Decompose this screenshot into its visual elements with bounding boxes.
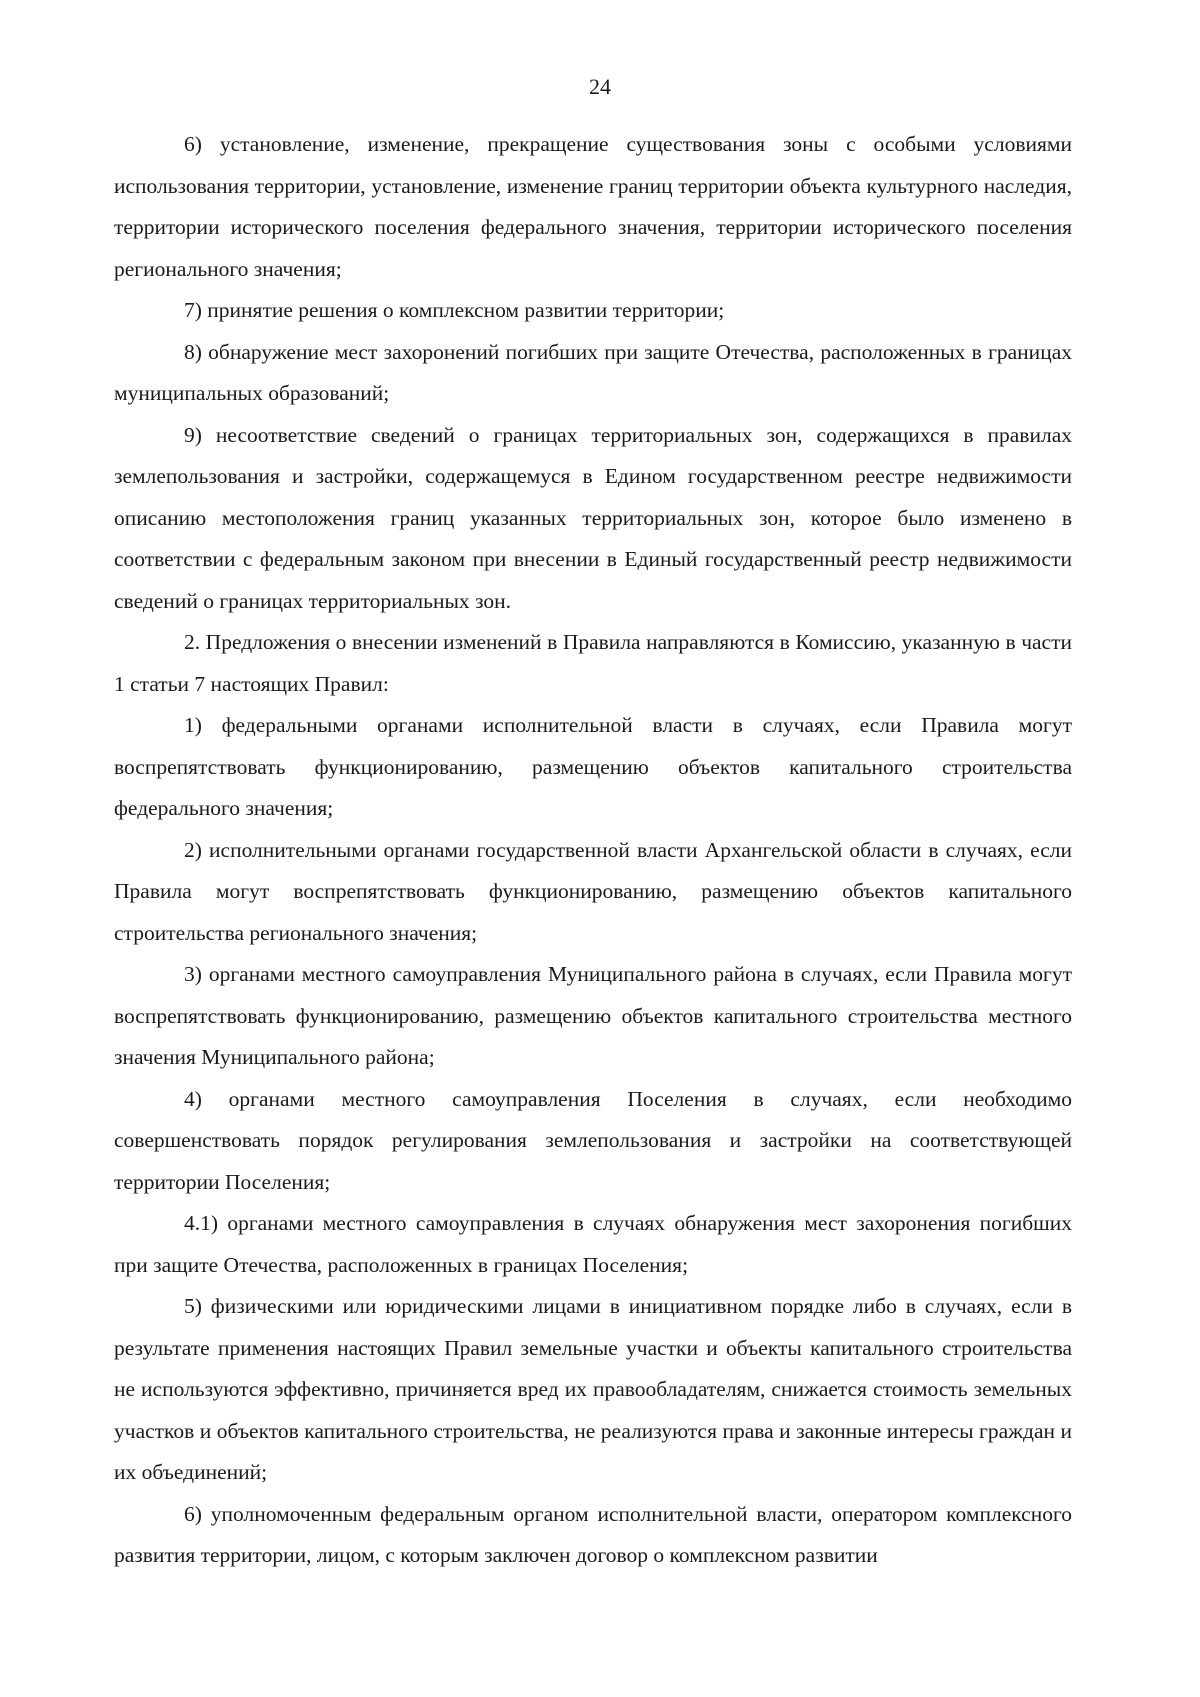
paragraph-item-7: 7) принятие решения о комплексном развитии территории; — [184, 298, 725, 322]
paragraph-item-8: 8) обнаружение мест захоронений погибших при защите Отечества, расположенных в границах муниципальных образований; — [114, 339, 1072, 405]
document-body — [114, 124, 1072, 1577]
paragraph-subitem-3: 3) органами местного самоуправления Муниципального района в случаях, если Правила могут воспрепятствовать функционированию, размещению объектов капитального строительства местного значения Муниципального района; — [114, 962, 1072, 1069]
paragraph-item-6: 6) установление, изменение, прекращение существования зоны с особыми условиями использования территории, установление, изменение границ территории объекта культурного наследия, территории исторического поселения федерального значения, территории исторического поселения регионального значения; — [114, 132, 1072, 281]
paragraph-item-9: 9) несоответствие сведений о границах территориальных зон, содержащихся в правилах землепользования и застройки, содержащемуся в Едином государственном реестре недвижимости описанию местоположения границ указанных территориальных зон, которое было изменено в соответствии с федеральным законом при внесении в Единый государственный реестр недвижимости сведений о границах территориальных зон. — [114, 422, 1072, 613]
paragraph-subitem-4-1: 4.1) органами местного самоуправления в случаях обнаружения мест захоронения погибших при защите Отечества, расположенных в границах Поселения; — [114, 1211, 1072, 1277]
paragraph-section-2: 2. Предложения о внесении изменений в Правила направляются в Комиссию, указанную в части 1 статьи 7 настоящих Правил: — [114, 630, 1072, 696]
paragraph-subitem-5: 5) физическими или юридическими лицами в инициативном порядке либо в случаях, если в результате применения настоящих Правил земельные участки и объекты капитального строительства не используются эффективно, причиняется вред их правообладателям, снижается стоимость земельных участков и объектов капитального строительства, не реализуются права и законные интересы граждан и их объединений; — [114, 1294, 1072, 1484]
paragraph-subitem-2: 2) исполнительными органами государственной власти Архангельской области в случаях, если Правила могут воспрепятствовать функционированию, размещению объектов капитального строительства регионального значения; — [114, 837, 1072, 945]
page-number: 24 — [589, 74, 611, 99]
paragraph-subitem-4: 4) органами местного самоуправления Поселения в случаях, если необходимо совершенствовать порядок регулирования землепользования и застройки на соответствующей территории Поселения; — [114, 1086, 1072, 1194]
paragraph-subitem-6: 6) уполномоченным федеральным органом исполнительной власти, оператором комплексного развития территории, лицом, с которым заключен договор о комплексном развитии — [114, 1501, 1072, 1567]
paragraph-subitem-1: 1) федеральными органами исполнительной власти в случаях, если Правила могут воспрепятствовать функционированию, размещению объектов капитального строительства федерального значения; — [114, 713, 1072, 820]
